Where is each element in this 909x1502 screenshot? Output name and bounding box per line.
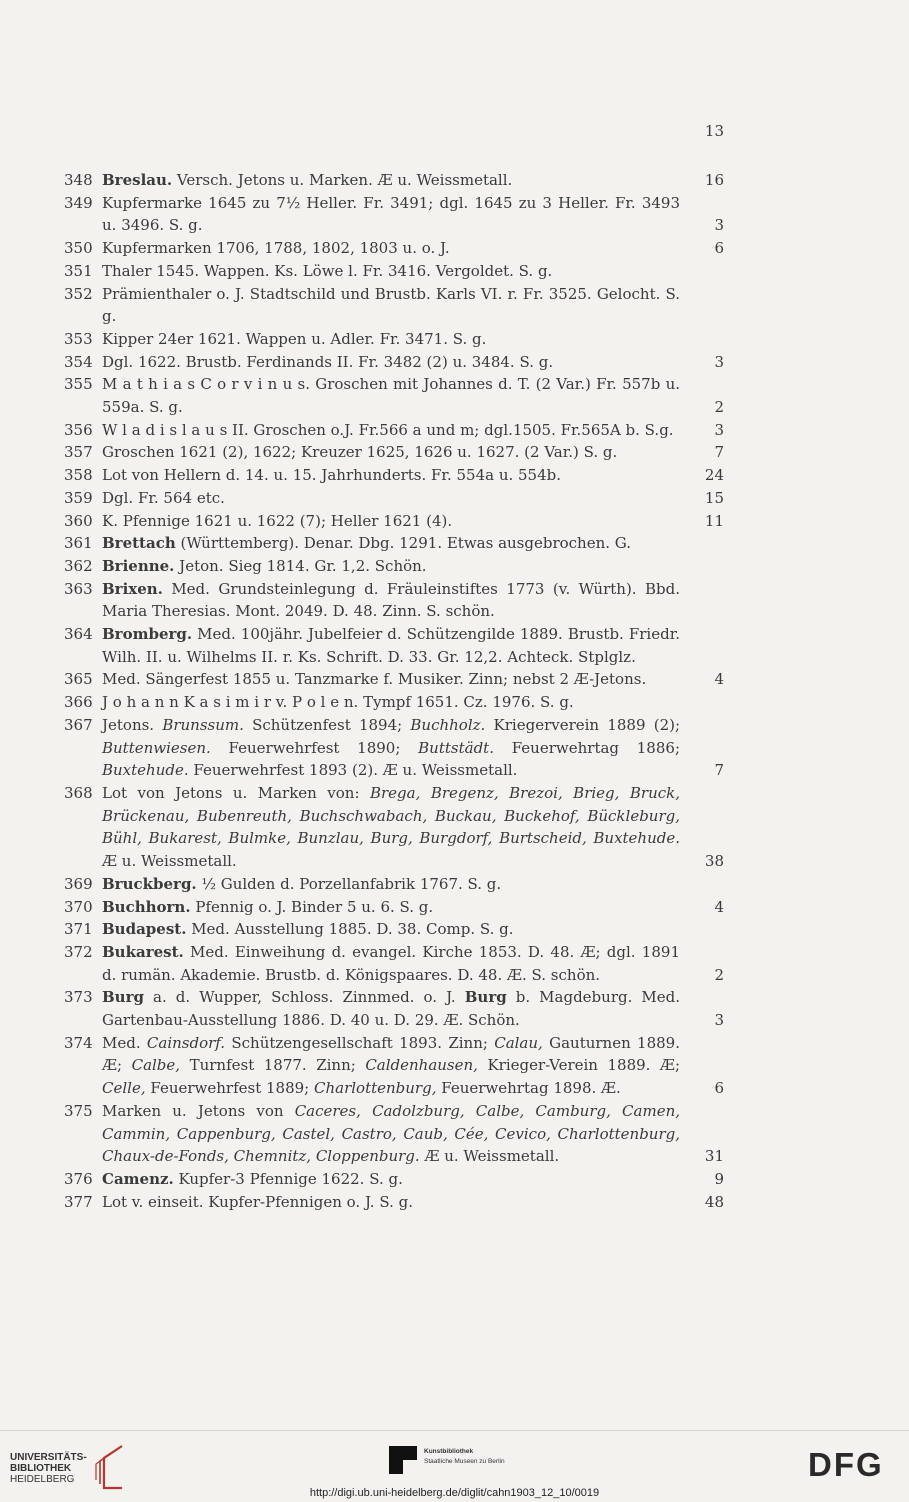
- kunstbibliothek-label: [424, 1447, 505, 1467]
- entry-price: 2: [714, 965, 724, 984]
- catalogue-entry: [64, 283, 724, 328]
- catalogue-entry: [64, 623, 724, 668]
- entry-price: 6: [714, 239, 724, 258]
- entry-number: 358: [64, 466, 93, 485]
- entry-description: Med. Cainsdorf. Schützengesellschaft 1893. Zinn; Calau, Gauturnen 1889. Æ; Calbe, Turnfest 1877. Zinn; Caldenhausen, Krieger-Verein 1889. Æ; Celle, Feuerwehrfest 1889; Charlottenburg, Feuerwehrtag 1898. Æ.: [102, 1033, 680, 1098]
- catalogue-entry: [64, 351, 724, 374]
- catalogue-entry: [64, 373, 724, 418]
- entry-description: Brettach (Württemberg). Denar. Dbg. 1291. Etwas ausgebrochen. G.: [102, 534, 632, 553]
- entry-number: 372: [64, 942, 93, 961]
- kb-line-2: Staatliche Museen zu Berlin: [424, 1458, 505, 1465]
- entry-description: Thaler 1545. Wappen. Ks. Löwe l. Fr. 3416. Vergoldet. S. g.: [102, 261, 553, 280]
- entry-description: Burg a. d. Wupper, Schloss. Zinnmed. o. J. Burg b. Magdeburg. Med. Gartenbau-Ausstellung 1886. D. 40 u. D. 29. Æ. Schön.: [102, 988, 681, 1030]
- catalogue-entry: [64, 532, 724, 555]
- entry-number: 361: [64, 534, 93, 553]
- catalogue-entry: [64, 691, 724, 714]
- entry-price: 4: [714, 897, 724, 916]
- catalogue-entries: [64, 169, 724, 1213]
- entry-number: 357: [64, 443, 93, 462]
- entry-description: Lot v. einseit. Kupfer-Pfennigen o. J. S. g.: [102, 1192, 413, 1211]
- entry-number: 355: [64, 375, 93, 394]
- catalogue-entry: [64, 1191, 724, 1214]
- entry-number: 370: [64, 897, 93, 916]
- catalogue-entry: [64, 441, 724, 464]
- entry-price: 3: [714, 216, 724, 235]
- entry-price: 4: [714, 670, 724, 689]
- entry-number: 352: [64, 284, 93, 303]
- catalogue-entry: [64, 510, 724, 533]
- dfg-logo: DFG: [808, 1446, 884, 1483]
- kb-line-1: Kunstbibliothek: [424, 1448, 474, 1455]
- entry-price: 48: [704, 1192, 724, 1211]
- catalogue-entry: [64, 941, 724, 986]
- entry-number: 348: [64, 171, 93, 189]
- entry-price: 7: [714, 443, 724, 462]
- catalogue-entry: [64, 1168, 724, 1191]
- page-number: 13: [704, 122, 724, 140]
- entry-number: 362: [64, 556, 93, 575]
- entry-description: Jetons. Brunssum. Schützenfest 1894; Buchholz. Kriegerverein 1889 (2); Buttenwiesen. Feuerwehrfest 1890; Buttstädt. Feuerwehrtag 1886; Buxtehude. Feuerwehrfest 1893 (2). Æ u. Weissmetall.: [102, 715, 681, 780]
- entry-price: 3: [714, 420, 724, 439]
- entry-number: 371: [64, 920, 93, 939]
- catalogue-entry: [64, 873, 724, 896]
- entry-price: 24: [704, 466, 724, 485]
- entry-price: 16: [704, 171, 724, 189]
- entry-description: K. Pfennige 1621 u. 1622 (7); Heller 1621 (4).: [102, 511, 453, 530]
- catalogue-entry: [64, 668, 724, 691]
- catalogue-entry: [64, 578, 724, 623]
- entry-description: Breslau. Versch. Jetons u. Marken. Æ u. Weissmetall.: [102, 171, 513, 189]
- entry-description: Groschen 1621 (2), 1622; Kreuzer 1625, 1626 u. 1627. (2 Var.) S. g.: [102, 443, 618, 462]
- entry-number: 374: [64, 1033, 93, 1052]
- catalogue-entry: [64, 986, 724, 1031]
- entry-description: Bruckberg. ½ Gulden d. Porzellanfabrik 1767. S. g.: [102, 874, 502, 893]
- source-url[interactable]: http://digi.ub.uni-heidelberg.de/diglit/cahn1903_12_10/0019: [309, 1487, 600, 1499]
- entry-number: 367: [64, 715, 93, 734]
- entry-description: Buchhorn. Pfennig o. J. Binder 5 u. 6. S. g.: [102, 897, 434, 916]
- entry-price: 7: [714, 761, 724, 780]
- entry-number: 364: [64, 625, 93, 644]
- entry-description: Budapest. Med. Ausstellung 1885. D. 38. Comp. S. g.: [102, 920, 514, 939]
- entry-number: 359: [64, 488, 93, 507]
- entry-number: 377: [64, 1192, 93, 1211]
- catalogue-entry: [64, 555, 724, 578]
- entry-price: 3: [714, 352, 724, 371]
- catalogue-entry: [64, 169, 724, 192]
- entry-number: 360: [64, 511, 93, 530]
- entry-description: Lot von Hellern d. 14. u. 15. Jahrhunderts. Fr. 554a u. 554b.: [102, 466, 562, 485]
- entry-price: 3: [714, 1011, 724, 1030]
- ub-line-3: HEIDELBERG: [10, 1474, 75, 1485]
- entry-price: 6: [714, 1079, 724, 1098]
- entry-number: 373: [64, 988, 93, 1007]
- entry-description: Camenz. Kupfer-3 Pfennige 1622. S. g.: [102, 1169, 403, 1188]
- entry-price: 38: [704, 852, 724, 871]
- entry-description: Marken u. Jetons von Caceres, Cadolzburg, Calbe, Camburg, Camen, Cammin, Cappenburg, Castel, Castro, Caub, Cée, Cevico, Charlottenburg, Chaux-de-Fonds, Chemnitz, Cloppenburg. Æ u. Weissmetall.: [102, 1101, 680, 1166]
- entry-price: 11: [704, 511, 724, 530]
- entry-description: Dgl. Fr. 564 etc.: [102, 488, 225, 507]
- catalogue-entry: [64, 782, 724, 873]
- entry-number: 349: [64, 193, 93, 212]
- catalogue-entry: [64, 487, 724, 510]
- entry-description: Bukarest. Med. Einweihung d. evangel. Kirche 1853. D. 48. Æ; dgl. 1891 d. rumän. Akademie. Brustb. d. Königspaares. D. 48. Æ. S. schön.: [102, 942, 680, 984]
- entry-description: Prämienthaler o. J. Stadtschild und Brustb. Karls VI. r. Fr. 3525. Gelocht. S. g.: [102, 284, 680, 326]
- entry-description: W l a d i s l a u s II. Groschen o.J. Fr.566 a und m; dgl.1505. Fr.565A b. S.g.: [102, 420, 674, 439]
- catalogue-entry: [64, 1032, 724, 1100]
- entry-price: 15: [704, 488, 724, 507]
- entry-description: Bromberg. Med. 100jähr. Jubelfeier d. Schützengilde 1889. Brustb. Friedr. Wilh. II. u. Wilhelms II. r. Ks. Schrift. D. 33. Gr. 12,2. Achteck. Stplglz.: [102, 625, 680, 666]
- entry-description: Dgl. 1622. Brustb. Ferdinands II. Fr. 3482 (2) u. 3484. S. g.: [102, 352, 554, 371]
- catalogue-entry: [64, 237, 724, 260]
- entry-price: 2: [714, 398, 724, 417]
- catalogue-entry: [64, 918, 724, 941]
- catalogue-entry: [64, 464, 724, 487]
- entry-number: 375: [64, 1101, 93, 1120]
- entry-number: 363: [64, 579, 93, 598]
- entry-description: Lot von Jetons u. Marken von: Brega, Bregenz, Brezoi, Brieg, Bruck, Brückenau, Bubenreuth, Buchschwabach, Buckau, Buckehof, Bückleburg, Bühl, Bukarest, Bulmke, Bunzlau, Burg, Burgdorf, Burtscheid, Buxtehude. Æ u. Weissmetall.: [102, 783, 680, 871]
- entry-description: Med. Sängerfest 1855 u. Tanzmarke f. Musiker. Zinn; nebst 2 Æ-Jetons.: [102, 670, 647, 689]
- footer-divider: [0, 1430, 909, 1431]
- entry-price: 31: [704, 1147, 724, 1166]
- entry-number: 351: [64, 261, 93, 280]
- entry-number: 350: [64, 239, 93, 258]
- entry-description: Kupfermarke 1645 zu 7½ Heller. Fr. 3491; dgl. 1645 zu 3 Heller. Fr. 3493 u. 3496. S. g.: [102, 193, 680, 235]
- entry-description: Brienne. Jeton. Sieg 1814. Gr. 1,2. Schön.: [102, 556, 427, 575]
- entry-number: 368: [64, 783, 93, 802]
- entry-description: J o h a n n K a s i m i r v. P o l e n. Tympf 1651. Cz. 1976. S. g.: [102, 693, 574, 712]
- catalogue-entry: [64, 896, 724, 919]
- entry-description: Kupfermarken 1706, 1788, 1802, 1803 u. o. J.: [102, 239, 450, 258]
- ub-heidelberg-emblem-icon: [92, 1444, 126, 1490]
- catalogue-entry: [64, 260, 724, 283]
- entry-number: 365: [64, 670, 93, 689]
- entry-number: 366: [64, 693, 93, 712]
- ub-line-2: BIBLIOTHEK: [10, 1463, 72, 1474]
- entry-number: 353: [64, 329, 93, 348]
- catalogue-entry: [64, 714, 724, 782]
- entry-number: 376: [64, 1169, 93, 1188]
- entry-description: M a t h i a s C o r v i n u s. Groschen mit Johannes d. T. (2 Var.) Fr. 557b u. 559a. S. g.: [102, 375, 680, 417]
- entry-description: Brixen. Med. Grundsteinlegung d. Fräuleinstiftes 1773 (v. Würth). Bbd. Maria Theresias. Mont. 2049. D. 48. Zinn. S. schön.: [102, 579, 680, 621]
- entry-description: Kipper 24er 1621. Wappen u. Adler. Fr. 3471. S. g.: [102, 329, 487, 348]
- entry-number: 369: [64, 874, 93, 893]
- catalogue-entry: [64, 1100, 724, 1168]
- catalogue-entry: [64, 328, 724, 351]
- ub-heidelberg-logo: [10, 1452, 87, 1485]
- entry-number: 356: [64, 420, 93, 439]
- catalogue-entry: [64, 419, 724, 442]
- kunstbibliothek-logo-icon: [389, 1446, 417, 1474]
- catalogue-entry: [64, 192, 724, 237]
- ub-line-1: UNIVERSITÄTS-: [10, 1452, 87, 1463]
- entry-number: 354: [64, 352, 93, 371]
- entry-price: 9: [714, 1169, 724, 1188]
